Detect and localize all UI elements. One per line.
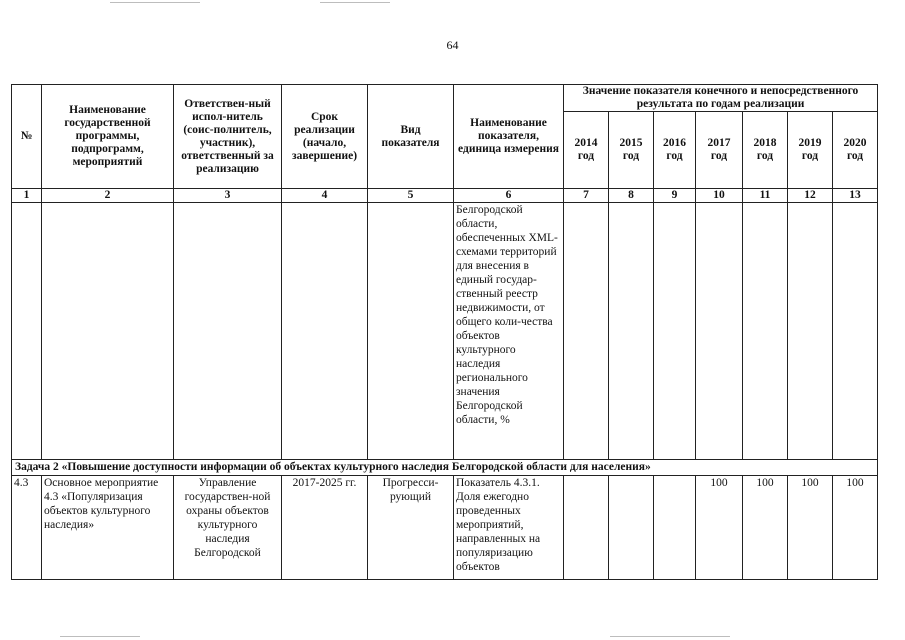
header-program: Наименование государственной программы, подпрограмм, мероприятий [42, 85, 174, 189]
column-number: 2 [42, 189, 174, 203]
cell-type: Прогресси-рующий [368, 476, 454, 580]
cell-responsible [174, 203, 282, 460]
cell-value [696, 203, 743, 460]
cell-value [654, 476, 696, 580]
indicators-table [11, 84, 878, 580]
task-title: Задача 2 «Повышение доступности информации об объектах культурного наследия Белгородской области для населения» [12, 460, 878, 476]
page-number: 64 [446, 38, 459, 52]
cell-value [609, 476, 654, 580]
cell-value [564, 476, 609, 580]
cell-value [743, 203, 788, 460]
header-values-group: Значение показателя конечного и непосредственного результата по годам реализации [564, 85, 878, 112]
table-row [12, 203, 878, 460]
cell-value [833, 203, 878, 460]
header-year: 2016 год [654, 112, 696, 189]
header-year: 2019 год [788, 112, 833, 189]
cell-value: 100 [696, 476, 743, 580]
cell-program: Основное мероприятие 4.3 «Популяризация объектов культурного наследия» [42, 476, 174, 580]
header-year: 2020 год [833, 112, 878, 189]
scan-artifact [60, 636, 140, 637]
header-indicator: Наименование показателя, единица измерения [454, 85, 564, 189]
header-num: № [12, 85, 42, 189]
header-type: Вид показателя [368, 85, 454, 189]
table-row [12, 476, 878, 580]
header-year: 2014 год [564, 112, 609, 189]
column-number: 7 [564, 189, 609, 203]
cell-value: 100 [743, 476, 788, 580]
column-number: 5 [368, 189, 454, 203]
column-number: 12 [788, 189, 833, 203]
header-year: 2018 год [743, 112, 788, 189]
cell-responsible: Управление государствен-ной охраны объектов культурного наследия Белгородской [174, 476, 282, 580]
header-responsible: Ответствен-ный испол-нитель (соис-полнитель, участник), ответственный за реализацию [174, 85, 282, 189]
column-number: 9 [654, 189, 696, 203]
cell-num [12, 203, 42, 460]
column-number: 8 [609, 189, 654, 203]
cell-value [788, 203, 833, 460]
cell-type [368, 203, 454, 460]
task-row [12, 460, 878, 476]
scan-artifact [320, 2, 390, 3]
cell-indicator: Показатель 4.3.1. Доля ежегодно проведенных мероприятий, направленных на популяризацию объектов [454, 476, 564, 580]
cell-value: 100 [833, 476, 878, 580]
cell-program [42, 203, 174, 460]
column-number: 10 [696, 189, 743, 203]
cell-period: 2017-2025 гг. [282, 476, 368, 580]
scan-artifact [110, 2, 200, 3]
column-number: 1 [12, 189, 42, 203]
column-number: 4 [282, 189, 368, 203]
column-number-row [12, 189, 878, 203]
cell-value [564, 203, 609, 460]
cell-value: 100 [788, 476, 833, 580]
scan-artifact [610, 636, 730, 637]
header-year: 2015 год [609, 112, 654, 189]
column-number: 3 [174, 189, 282, 203]
cell-value [609, 203, 654, 460]
cell-indicator: Белгородской области, обеспеченных XML-схемами территорий для внесения в единый государ-ственный реестр недвижимости, от общего коли-чества объектов культурного наследия регионального значения Белгородской области, % [454, 203, 564, 460]
cell-value [654, 203, 696, 460]
cell-period [282, 203, 368, 460]
cell-num: 4.3 [12, 476, 42, 580]
column-number: 6 [454, 189, 564, 203]
header-row-top [12, 85, 878, 112]
column-number: 11 [743, 189, 788, 203]
header-period: Срок реализации (начало, завершение) [282, 85, 368, 189]
column-number: 13 [833, 189, 878, 203]
header-year: 2017 год [696, 112, 743, 189]
